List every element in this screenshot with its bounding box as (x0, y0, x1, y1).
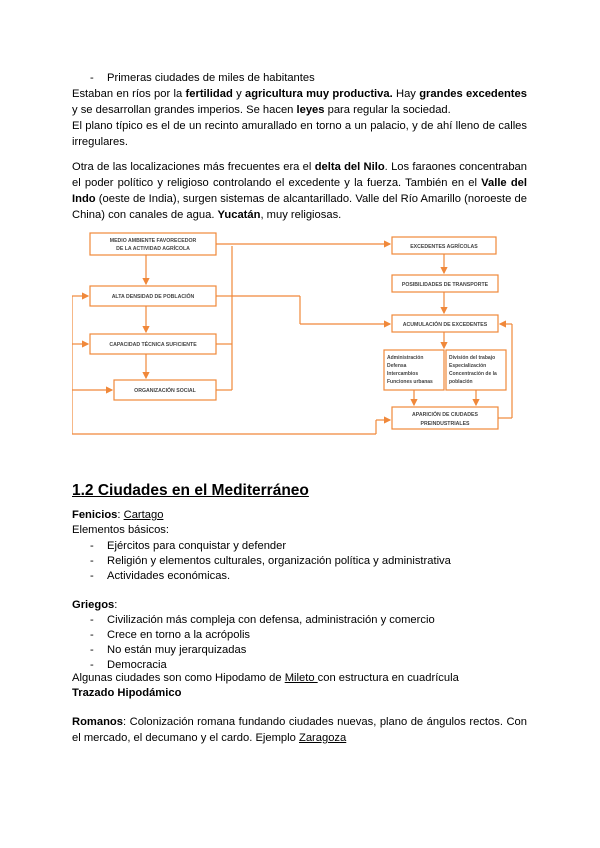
griegos-heading: Griegos: (72, 599, 118, 611)
label-medio-ambiente-2: DE LA ACTIVIDAD AGRÍCOLA (116, 246, 190, 252)
paragraph-rivers: Estaban en ríos por la fertilidad y agricultura muy productiva. Hay grandes excedentes y se desarrollan grandes imperios. Se hacen leyes para regular la sociedad. (72, 88, 527, 116)
urban-origin-diagram (72, 222, 528, 456)
paragraph-localizaciones: Otra de las localizaciones más frecuentes era el delta del Nilo. Los faraones concentraban el poder político y religioso controlando el excedente y la fuerza. También en el Valle del Indo (oeste de India), surgen sistemas de alcantarillado. Valle del Río Amarillo (noroeste de China) con canales de agua. Yucatán, muy religiosas. (72, 161, 528, 221)
intro-bullet: - Primeras ciudades de miles de habitantes (90, 70, 298, 86)
cartago-link[interactable]: Cartago (123, 509, 164, 521)
admin-line: Intercambios (387, 371, 419, 377)
list-item: - Democracia (90, 657, 150, 673)
fenicios-heading: Fenicios: Cartago (72, 509, 164, 521)
label-aparicion-1: APARICIÓN DE CIUDADES (412, 412, 478, 418)
romanos-paragraph: Romanos: Colonización romana fundando ciudades nuevas, plano de ángulos rectos. Con el mercado, el decumano y el cardo. Ejemplo Zaragoza (72, 716, 527, 744)
division-line: Especialización (449, 363, 487, 369)
list-item: - Ejércitos para conquistar y defender (90, 538, 269, 554)
list-item: - Crece en torno a la acrópolis (90, 627, 233, 643)
label-medio-ambiente-1: MEDIO AMBIENTE FAVORECEDOR (109, 238, 197, 244)
elementos-basicos: Elementos básicos: (72, 524, 170, 536)
admin-line: Defensa (387, 363, 407, 369)
label-aparicion-2: PREINDUSTRIALES (420, 421, 470, 427)
admin-line: Administración (387, 355, 424, 361)
hipodamo-line: Algunas ciudades son como Hipodamo de Mileto con estructura en cuadrícula (72, 672, 459, 684)
mileto-link[interactable]: Mileto (284, 672, 318, 684)
label-organizacion-social: ORGANIZACIÓN SOCIAL (134, 388, 196, 394)
list-item: - Actividades económicas. (90, 568, 213, 584)
division-line: población (449, 379, 473, 385)
label-excedentes-agricolas: EXCEDENTES AGRÍCOLAS (410, 244, 478, 250)
division-line: División del trabajo (449, 355, 496, 361)
label-posibilidades-transporte: POSIBILIDADES DE TRANSPORTE (401, 282, 489, 288)
division-line: Concentración de la (449, 371, 497, 377)
zaragoza-link[interactable]: Zaragoza (298, 732, 347, 744)
paragraph-plan: El plano típico es el de un recinto amurallado en torno a un palacio, y de ahí lleno de calles irregulares. (72, 120, 527, 148)
admin-line: Funciones urbanas (387, 379, 433, 385)
section-title: 1.2 Ciudades en el Mediterráneo (72, 482, 309, 499)
label-acumulacion-excedentes: ACUMULACIÓN DE EXCEDENTES (402, 322, 488, 328)
list-item: - Civilización más compleja con defensa, administración y comercio (90, 612, 418, 628)
list-item: - No están muy jerarquizadas (90, 642, 229, 658)
list-item: - Religión y elementos culturales, organización política y administrativa (90, 553, 434, 569)
label-capacidad-tecnica: CAPACIDAD TÉCNICA SUFICIENTE (109, 342, 197, 348)
label-alta-densidad: ALTA DENSIDAD DE POBLACIÓN (111, 294, 195, 300)
trazado-heading: Trazado Hipodámico (72, 687, 182, 699)
